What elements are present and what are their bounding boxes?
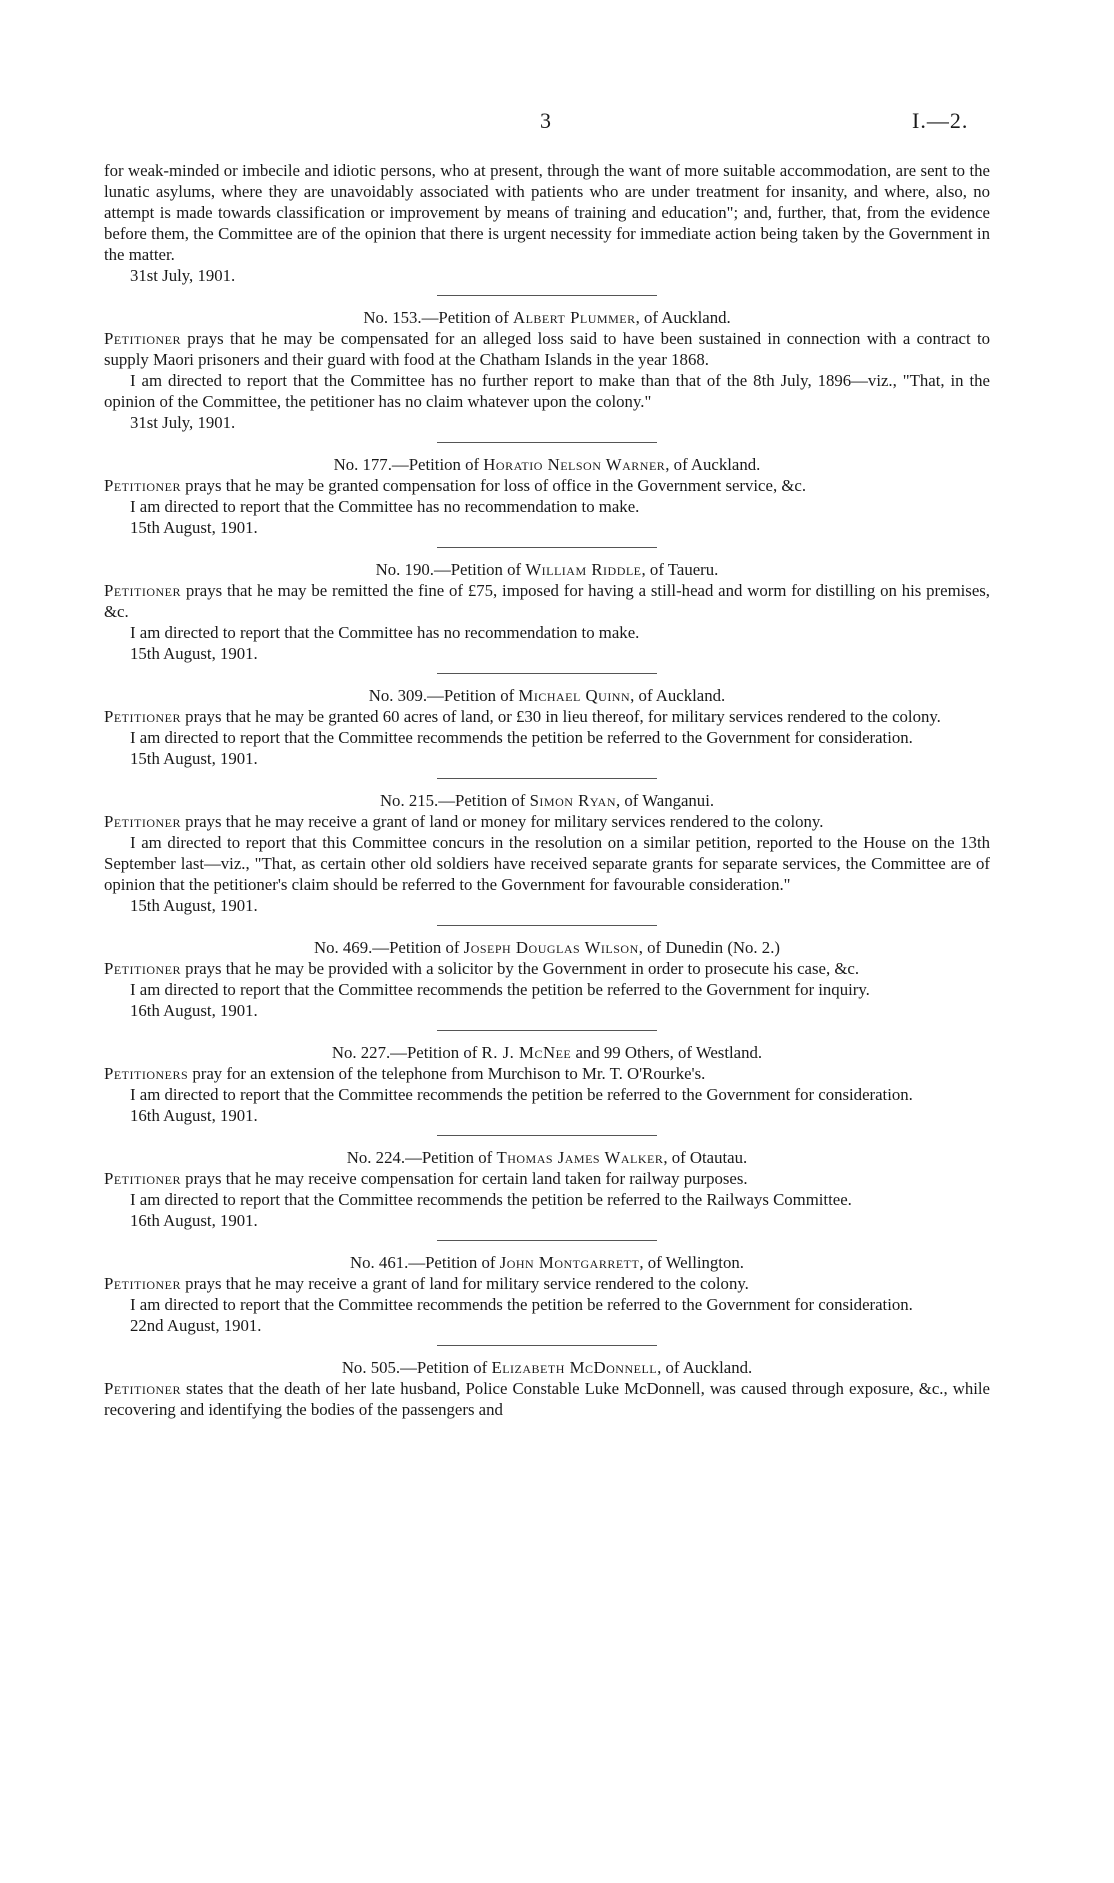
petition-number: No. 215. xyxy=(379,791,439,810)
petition-heading-sep: —Petition of xyxy=(390,1043,482,1062)
petition-prayer xyxy=(104,1063,990,1084)
petitioner-place: , of Wanganui. xyxy=(615,791,715,810)
petitioner-label: Petitioner xyxy=(104,1169,181,1188)
petition-section xyxy=(104,685,990,769)
section-divider xyxy=(437,547,657,548)
petition-prayer xyxy=(104,475,990,496)
report-date: 15th August, 1901. xyxy=(130,518,258,537)
petitioner-place: and 99 Others, of Westland. xyxy=(571,1043,763,1062)
petition-heading xyxy=(104,307,990,328)
petition-heading xyxy=(104,937,990,958)
committee-report: I am directed to report that the Committee has no recommendation to make. xyxy=(130,497,640,516)
petitioner-name: Albert Plummer xyxy=(512,308,636,327)
section-divider xyxy=(437,442,657,443)
petition-statement xyxy=(104,1378,990,1420)
petition-heading-sep: —Petition of xyxy=(427,686,519,705)
petitioner-place: , of Dunedin (No. 2.) xyxy=(638,938,780,957)
petitioner-name: Joseph Douglas Wilson xyxy=(463,938,639,957)
petitioner-name: Simon Ryan xyxy=(529,791,616,810)
petitioner-place: , of Auckland. xyxy=(665,455,761,474)
report-date: 31st July, 1901. xyxy=(130,413,236,432)
petition-number: No. 177. xyxy=(333,455,392,474)
prayer-text: pray for an extension of the telephone from Murchison to Mr. T. O'Rourke's. xyxy=(188,1064,706,1083)
petition-prayer xyxy=(104,1168,990,1189)
petition-section xyxy=(104,1252,990,1336)
petition-number: No. 153. xyxy=(363,308,422,327)
petition-heading xyxy=(104,1042,990,1063)
section-divider xyxy=(437,1240,657,1241)
petition-section xyxy=(104,790,990,916)
petition-number: No. 224. xyxy=(346,1148,406,1167)
petition-number: No. 505. xyxy=(341,1358,401,1377)
petition-number: No. 469. xyxy=(314,938,373,957)
petition-prayer xyxy=(104,580,990,622)
committee-report: I am directed to report that the Committee recommends the petition be referred to the Government for consideration. xyxy=(130,1085,913,1104)
petitioner-name: Thomas James Walker xyxy=(496,1148,664,1167)
petition-number: No. 461. xyxy=(350,1253,409,1272)
page-body xyxy=(104,160,990,1420)
petitioner-name: John Montgarrett xyxy=(499,1253,640,1272)
petitioner-place: , of Auckland. xyxy=(657,1358,753,1377)
prayer-text: prays that he may be provided with a solicitor by the Government in order to prosecute his case, &c. xyxy=(180,959,860,978)
petition-section xyxy=(104,937,990,1021)
petitioner-label: Petitioner xyxy=(104,959,181,978)
petitioner-place: , of Taueru. xyxy=(641,560,719,579)
prayer-text: prays that he may receive compensation for certain land taken for railway purposes. xyxy=(180,1169,748,1188)
petitioner-label: Petitioner xyxy=(104,707,181,726)
committee-report: I am directed to report that the Committee has no further report to make than that of the 8th July, 1896—viz., "That, in the opinion of the Committee, the petitioner has no claim whatever upon the colony." xyxy=(104,371,990,411)
petition-heading-sep: —Petition of xyxy=(421,308,513,327)
petition-heading xyxy=(104,454,990,475)
report-date: 16th August, 1901. xyxy=(130,1106,258,1125)
petition-heading-sep: —Petition of xyxy=(391,455,484,474)
petition-section xyxy=(104,559,990,664)
report-date: 15th August, 1901. xyxy=(130,749,258,768)
prayer-text: prays that he may be granted 60 acres of land, or £30 in lieu thereof, for military services rendered to the colony. xyxy=(180,707,941,726)
intro-paragraph: for weak-minded or imbecile and idiotic persons, who at present, through the want of more suitable accommodation, are sent to the lunatic asylums, where they are unavoidably associated with patients who are under treatment for insanity, and where, also, no attempt is made towards classification or improvement by means of training and education"; and, further, that, from the evidence before them, the Committee are of the opinion that there is urgent necessity for immediate action being taken by the Government in the matter. xyxy=(104,161,990,264)
report-date: 16th August, 1901. xyxy=(130,1001,258,1020)
committee-report: I am directed to report that this Committee concurs in the resolution on a similar petition, reported to the House on the 13th September last—viz., "That, as certain other old soldiers have received separate grants for separate services, the Committee are of opinion that the petitioner's claim should be referred to the Government for favourable consideration." xyxy=(104,833,990,894)
section-divider xyxy=(437,673,657,674)
petition-heading xyxy=(104,1357,990,1378)
petition-heading xyxy=(104,559,990,580)
petition-prayer xyxy=(104,811,990,832)
petitioner-name: Elizabeth McDonnell xyxy=(491,1358,658,1377)
petitioner-place: , of Wellington. xyxy=(639,1253,744,1272)
prayer-text: prays that he may receive a grant of land for military service rendered to the colony. xyxy=(180,1274,749,1293)
petitioner-place: , of Otautau. xyxy=(663,1148,748,1167)
document-reference: I.—2. xyxy=(912,108,969,133)
prayer-text: prays that he may be compensated for an alleged loss said to have been sustained in connection with a contract to supply Maori prisoners and their guard with food at the Chatham Islands in the year 1868. xyxy=(104,329,990,369)
intro-date: 31st July, 1901. xyxy=(130,266,236,285)
petitioner-label: Petitioner xyxy=(104,476,181,495)
prayer-text: prays that he may be granted compensation for loss of office in the Government service, &c. xyxy=(180,476,807,495)
petition-heading xyxy=(104,1252,990,1273)
petitioner-name: R. J. McNee xyxy=(481,1043,572,1062)
petition-heading-sep: —Petition of xyxy=(438,791,530,810)
petition-prayer xyxy=(104,706,990,727)
petitioner-label: Petitioner xyxy=(104,329,181,348)
prayer-text: prays that he may receive a grant of land or money for military services rendered to the colony. xyxy=(180,812,824,831)
report-date: 16th August, 1901. xyxy=(130,1211,258,1230)
petitioner-place: , of Auckland. xyxy=(630,686,726,705)
petition-number: No. 190. xyxy=(375,560,434,579)
report-date: 22nd August, 1901. xyxy=(130,1316,262,1335)
petition-number: No. 227. xyxy=(331,1043,391,1062)
petitioner-label: Petitioner xyxy=(104,1379,181,1398)
report-date: 15th August, 1901. xyxy=(130,896,258,915)
petitioner-name: Michael Quinn xyxy=(518,686,631,705)
committee-report: I am directed to report that the Committee recommends the petition be referred to the Railways Committee. xyxy=(130,1190,852,1209)
section-divider xyxy=(437,1135,657,1136)
petition-prayer xyxy=(104,958,990,979)
committee-report: I am directed to report that the Committee recommends the petition be referred to the Government for inquiry. xyxy=(130,980,870,999)
petition-heading-sep: —Petition of xyxy=(372,938,464,957)
committee-report: I am directed to report that the Committee recommends the petition be referred to the Government for consideration. xyxy=(130,1295,913,1314)
section-divider xyxy=(437,295,657,296)
petition-section xyxy=(104,1147,990,1231)
petition-section xyxy=(104,454,990,538)
committee-report: I am directed to report that the Committee recommends the petition be referred to the Government for consideration. xyxy=(130,728,913,747)
section-divider xyxy=(437,1345,657,1346)
petition-heading-sep: —Petition of xyxy=(433,560,526,579)
petition-heading-sep: —Petition of xyxy=(400,1358,492,1377)
petition-heading xyxy=(104,685,990,706)
petitioner-label: Petitioner xyxy=(104,1274,181,1293)
petitioner-label: Petitioner xyxy=(104,812,181,831)
committee-report: I am directed to report that the Committee has no recommendation to make. xyxy=(130,623,640,642)
petition-number: No. 309. xyxy=(368,686,428,705)
petition-section-continued xyxy=(104,1357,990,1420)
prayer-text: prays that he may be remitted the fine of £75, imposed for having a still-head and worm for distilling on his premises, &c. xyxy=(104,581,990,621)
statement-text: states that the death of her late husband, Police Constable Luke McDonnell, was caused through exposure, &c., while recovering and identifying the bodies of the passengers and xyxy=(104,1379,990,1419)
petition-heading xyxy=(104,790,990,811)
petition-heading-sep: —Petition of xyxy=(405,1148,497,1167)
petitioner-name: William Riddle xyxy=(525,560,642,579)
petition-prayer xyxy=(104,328,990,370)
petition-heading xyxy=(104,1147,990,1168)
petitioner-label: Petitioners xyxy=(104,1064,189,1083)
section-divider xyxy=(437,1030,657,1031)
petitioner-label: Petitioner xyxy=(104,581,181,600)
petition-section xyxy=(104,1042,990,1126)
page-number: 3 xyxy=(540,108,551,133)
section-divider xyxy=(437,778,657,779)
petitioner-place: , of Auckland. xyxy=(635,308,731,327)
petitioner-name: Horatio Nelson Warner xyxy=(483,455,666,474)
petition-section xyxy=(104,307,990,433)
report-date: 15th August, 1901. xyxy=(130,644,258,663)
petition-prayer xyxy=(104,1273,990,1294)
section-divider xyxy=(437,925,657,926)
petition-heading-sep: —Petition of xyxy=(408,1253,500,1272)
